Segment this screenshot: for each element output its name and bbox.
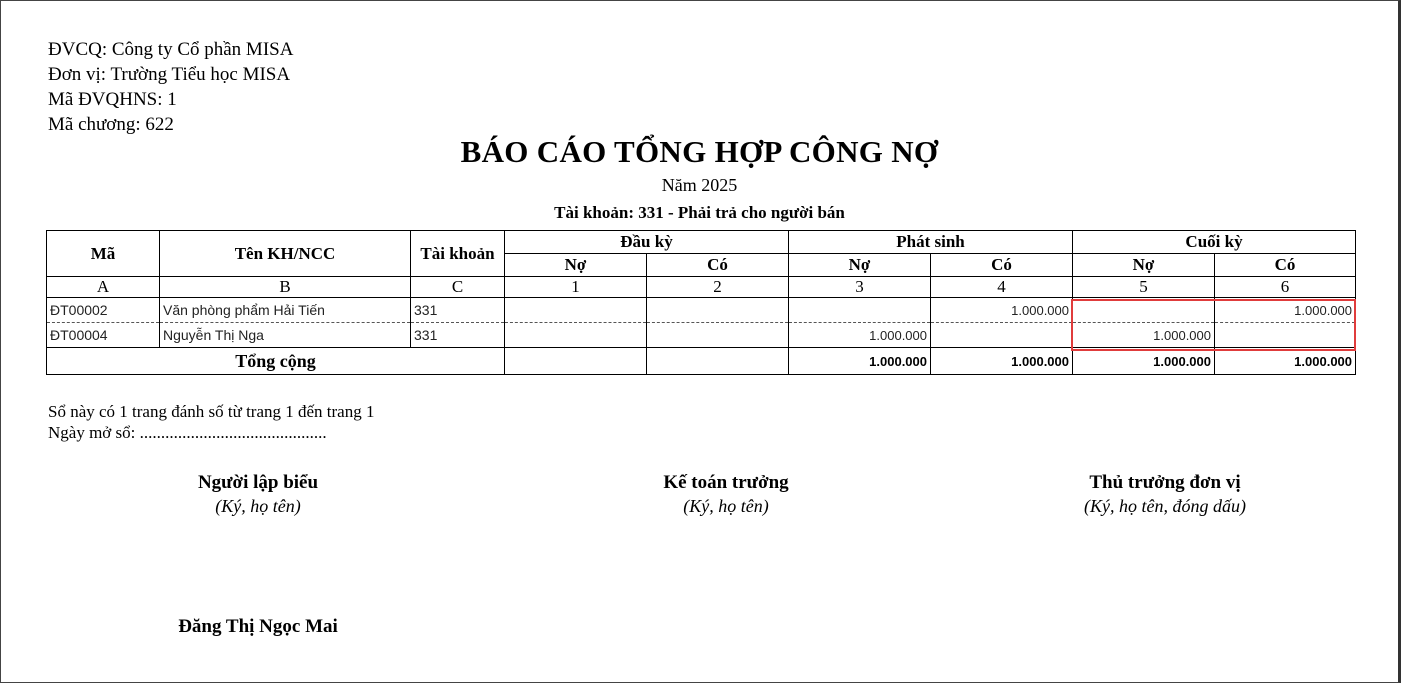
cell-ps-no: 1.000.000 <box>789 323 931 348</box>
signature-accountant <box>556 472 896 517</box>
cell-ck-no <box>1073 298 1215 323</box>
signature-head <box>995 472 1335 517</box>
cell-dk-co <box>647 298 789 323</box>
total-label: Tổng cộng <box>47 348 505 375</box>
code-5: 5 <box>1073 277 1215 298</box>
code-c: C <box>411 277 505 298</box>
col-header-dk-co: Có <box>647 254 789 277</box>
total-ck-no: 1.000.000 <box>1073 348 1215 375</box>
total-dk-no <box>505 348 647 375</box>
table-row <box>47 323 1356 348</box>
cell-dk-co <box>647 323 789 348</box>
col-header-ten: Tên KH/NCC <box>160 231 411 277</box>
col-header-ma: Mã <box>47 231 160 277</box>
cell-ck-co <box>1215 323 1356 348</box>
code-1: 1 <box>505 277 647 298</box>
cell-ten: Nguyễn Thị Nga <box>160 323 411 348</box>
debt-summary-table <box>46 230 1356 375</box>
footer-notes <box>48 401 374 443</box>
org-info <box>48 37 293 137</box>
code-2: 2 <box>647 277 789 298</box>
total-dk-co <box>647 348 789 375</box>
preparer-role: Người lập biểu <box>197 472 319 493</box>
dvcq-line: ĐVCQ: Công ty Cổ phần MISA <box>48 39 294 60</box>
head-hint: (Ký, họ tên, đóng dấu) <box>1084 496 1246 516</box>
column-code-row <box>47 277 1356 298</box>
col-header-ck-co: Có <box>1215 254 1356 277</box>
open-date-note: Ngày mở sổ: ............................................ <box>48 423 327 442</box>
cell-ck-co: 1.000.000 <box>1215 298 1356 323</box>
preparer-name: Đăng Thị Ngọc Mai <box>178 616 338 637</box>
cell-ps-co: 1.000.000 <box>931 298 1073 323</box>
preparer-hint: (Ký, họ tên) <box>215 496 301 516</box>
col-header-dk-no: Nợ <box>505 254 647 277</box>
unit-line: Đơn vị: Trường Tiểu học MISA <box>48 64 291 85</box>
report-year: Năm 2025 <box>661 175 738 195</box>
cell-ma: ĐT00002 <box>47 298 160 323</box>
col-header-ps-co: Có <box>931 254 1073 277</box>
total-ps-no: 1.000.000 <box>789 348 931 375</box>
accountant-role: Kế toán trưởng <box>663 472 789 493</box>
report-title: BÁO CÁO TỔNG HỢP CÔNG NỢ <box>460 134 939 169</box>
col-header-cuoi-ky: Cuối kỳ <box>1073 231 1356 254</box>
total-ps-co: 1.000.000 <box>931 348 1073 375</box>
code-4: 4 <box>931 277 1073 298</box>
cell-ten: Văn phòng phẩm Hải Tiến <box>160 298 411 323</box>
total-row <box>47 348 1356 375</box>
total-ck-co: 1.000.000 <box>1215 348 1356 375</box>
code-a: A <box>47 277 160 298</box>
page-count-note: Sổ này có 1 trang đánh số từ trang 1 đến trang 1 <box>48 402 375 421</box>
signature-preparer <box>88 472 428 517</box>
cell-tk: 331 <box>411 298 505 323</box>
table-row <box>47 298 1356 323</box>
cell-ps-no <box>789 298 931 323</box>
code-b: B <box>160 277 411 298</box>
code-3: 3 <box>789 277 931 298</box>
cell-ck-no: 1.000.000 <box>1073 323 1215 348</box>
head-role: Thủ trưởng đơn vị <box>1089 472 1241 493</box>
cell-dk-no <box>505 298 647 323</box>
account-line: Tài khoản: 331 - Phải trả cho người bán <box>554 203 845 222</box>
code-6: 6 <box>1215 277 1356 298</box>
cell-tk: 331 <box>411 323 505 348</box>
dvqhns-line: Mã ĐVQHNS: 1 <box>48 89 177 110</box>
header-row-1 <box>47 231 1356 254</box>
col-header-phat-sinh: Phát sinh <box>789 231 1073 254</box>
cell-dk-no <box>505 323 647 348</box>
chapter-line: Mã chương: 622 <box>48 114 174 135</box>
cell-ps-co <box>931 323 1073 348</box>
cell-ma: ĐT00004 <box>47 323 160 348</box>
col-header-tai-khoan: Tài khoản <box>411 231 505 277</box>
accountant-hint: (Ký, họ tên) <box>683 496 769 516</box>
col-header-ck-no: Nợ <box>1073 254 1215 277</box>
col-header-ps-no: Nợ <box>789 254 931 277</box>
col-header-dau-ky: Đầu kỳ <box>505 231 789 254</box>
